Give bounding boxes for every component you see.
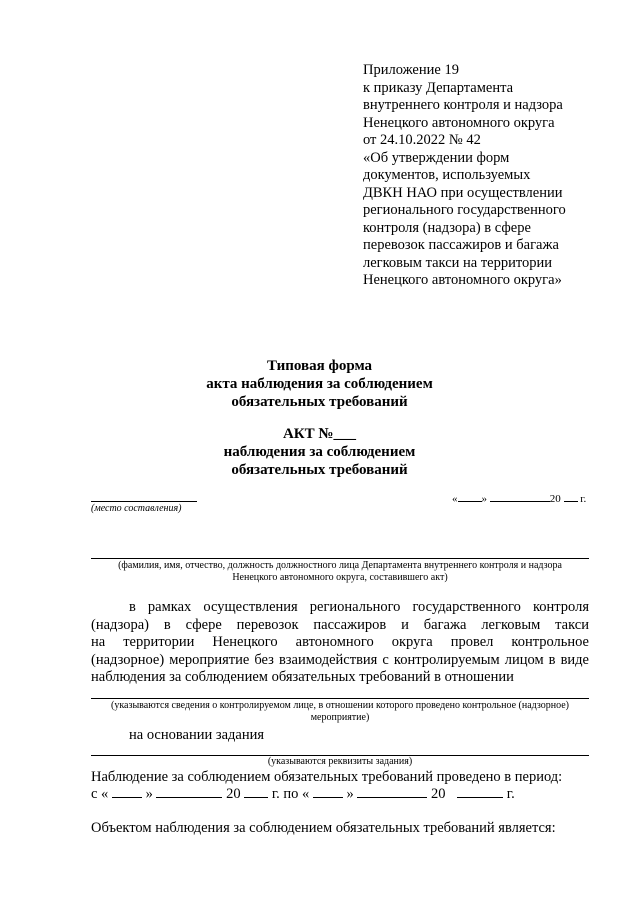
period-to-close-quote: » <box>346 786 354 802</box>
appendix-line: регионального государственного <box>363 202 566 218</box>
date-close-quote: » <box>481 493 487 505</box>
inspector-line <box>91 558 589 559</box>
period-to-year-blank <box>457 786 503 798</box>
appendix-line: Приложение 19 <box>363 62 459 78</box>
appendix-line: контроля (надзора) в сфере <box>363 219 531 236</box>
basis-text: на основании задания <box>129 727 265 743</box>
act-number: АКТ №___ <box>282 426 357 442</box>
date-year-blank <box>564 490 578 502</box>
controlled-caption <box>91 700 589 724</box>
date-field <box>452 490 586 506</box>
date-suffix: г. <box>580 493 587 505</box>
period-from-month-blank <box>156 786 222 798</box>
form-title-line: обязательных требований <box>231 394 408 410</box>
place-caption: (место составления) <box>91 503 182 514</box>
appendix-line: внутреннего контроля и надзора <box>363 97 563 113</box>
period-end: г. <box>506 786 515 802</box>
form-title-line: Типовая форма <box>266 358 373 374</box>
basis-caption: (указываются реквизиты задания) <box>267 756 413 767</box>
appendix-line: перевозок пассажиров и багажа <box>363 237 559 253</box>
date-month-blank <box>490 490 550 502</box>
paragraph-line: в рамках осуществления регионального государственного контроля <box>129 599 589 615</box>
period-from-label: с « <box>91 786 109 802</box>
place-line <box>91 501 197 502</box>
main-paragraph <box>91 599 589 687</box>
period-from-year-prefix: 20 <box>226 786 241 802</box>
inspector-caption-line: (фамилия, имя, отчество, должность должностного лица Департамента внутреннего контроля и надзора <box>118 560 562 571</box>
appendix-block <box>363 62 623 290</box>
period-text: Наблюдение за соблюдением обязательных требований проведено в период: <box>91 769 563 785</box>
paragraph-line: на территории Ненецкого автономного округа провел контрольное <box>91 634 589 650</box>
period-dates <box>91 786 515 804</box>
period-to-day-blank <box>313 786 343 798</box>
appendix-line: ДВКН НАО при осуществлении <box>363 184 563 201</box>
period-to-month-blank <box>357 786 427 798</box>
controlled-line <box>91 698 589 699</box>
period-to-year-prefix: 20 <box>431 786 446 802</box>
inspector-caption <box>91 560 589 584</box>
appendix-line: легковым такси на территории <box>363 254 553 271</box>
period-to-label: г. по « <box>271 786 310 802</box>
appendix-line: документов, используемых <box>363 167 531 183</box>
period-from-close-quote: » <box>145 786 153 802</box>
act-title-line: обязательных требований <box>231 462 408 478</box>
appendix-line: Ненецкого автономного округа <box>363 114 555 131</box>
paragraph-last-line: наблюдения за соблюдением обязательных требований в отношении <box>91 669 514 685</box>
object-text: Объектом наблюдения за соблюдением обязательных требований является: <box>91 820 556 836</box>
appendix-line: «Об утверждении форм <box>363 149 510 166</box>
inspector-caption-line: Ненецкого автономного округа, составившего акт) <box>232 572 448 583</box>
appendix-line: к приказу Департамента <box>363 79 514 96</box>
controlled-caption-line: мероприятие) <box>310 712 370 723</box>
paragraph-line: (надзора) в сфере перевозок пассажиров и багажа легковым такси <box>91 616 589 633</box>
paragraph-line: (надзорное) мероприятие без взаимодействия с контролируемым лицом в виде <box>91 651 589 668</box>
date-year-prefix: 20 <box>549 493 561 505</box>
date-day-blank <box>458 490 482 502</box>
period-from-day-blank <box>112 786 142 798</box>
act-title-line: наблюдения за соблюдением <box>223 444 416 460</box>
form-title-line: акта наблюдения за соблюдением <box>206 376 433 392</box>
form-title <box>0 357 639 411</box>
appendix-line: Ненецкого автономного округа» <box>363 272 562 288</box>
date-open-quote: « <box>452 493 458 505</box>
appendix-line: от 24.10.2022 № 42 <box>363 132 481 148</box>
period-from-year-blank <box>244 786 268 798</box>
controlled-caption-line: (указываются сведения о контролируемом лице, в отношении которого проведено контрольное (надзорное) <box>111 700 569 711</box>
act-title <box>0 425 639 479</box>
